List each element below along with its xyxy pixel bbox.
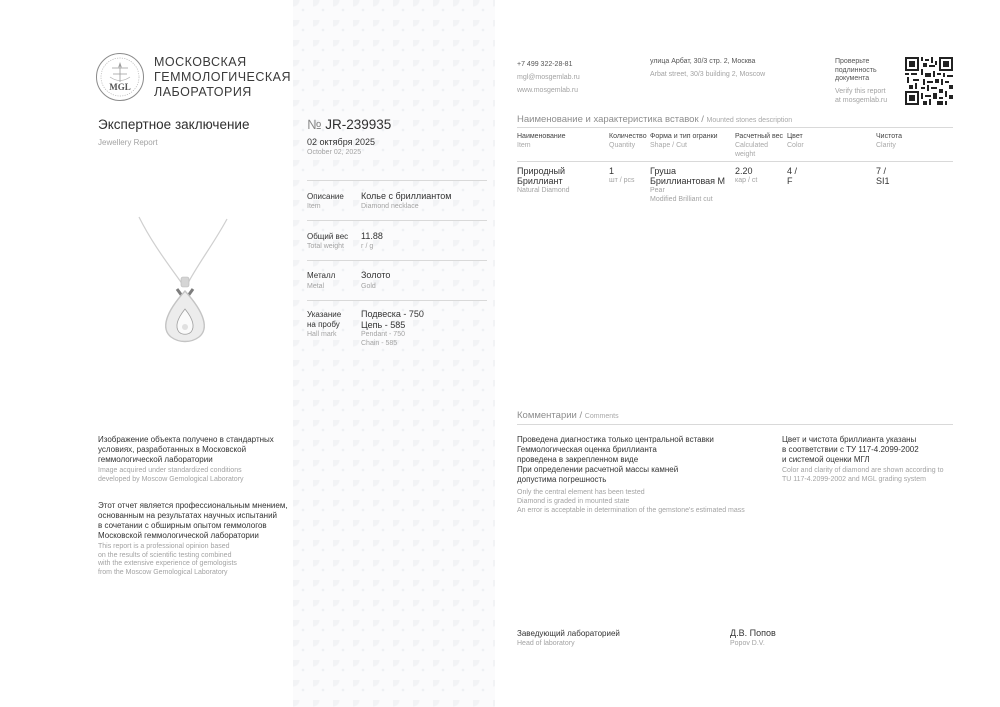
column-header-en: Clarity xyxy=(876,142,896,149)
stone-clarity xyxy=(876,166,890,186)
note-line: on the results of scientific testing combined xyxy=(98,551,232,559)
field-value-metal: Золото xyxy=(361,270,391,280)
column-header-ru: Наименование xyxy=(517,133,566,140)
report-date-en: October 02, 2025 xyxy=(307,149,362,156)
contact-phone: +7 499 322-28-81 xyxy=(517,61,573,68)
field-value-weight: 11.88 xyxy=(361,231,383,241)
comment-line: и системой оценки МГЛ xyxy=(782,455,870,464)
background-pattern xyxy=(293,0,495,707)
image-note-en xyxy=(98,467,244,484)
stone-name-line: Природный xyxy=(517,166,566,176)
field-label-hallmark-en: Hall mark xyxy=(307,331,337,338)
stone-color xyxy=(787,166,797,186)
stone-weight: 2.20 xyxy=(735,166,753,176)
qr-code-icon[interactable] xyxy=(905,57,953,105)
report-title: Экспертное заключение xyxy=(98,117,250,132)
field-value-item-en: Diamond necklace xyxy=(361,203,419,210)
stone-shape-en-line: Modified Brilliant cut xyxy=(650,195,713,203)
stone-shape-line: Бриллиантовая М xyxy=(650,176,726,186)
divider xyxy=(517,127,953,128)
number-prefix: № xyxy=(307,117,322,132)
opinion-note xyxy=(98,501,288,541)
hallmark-value-line: Подвеска - 750 xyxy=(361,309,424,319)
stone-shape-en-line: Pear xyxy=(650,187,665,194)
note-line: with the extensive experience of gemologists xyxy=(98,560,237,567)
comment-line-en: Color and clarity of diamond are shown according to xyxy=(782,467,944,474)
column-header-en: Shape / Cut xyxy=(650,142,687,149)
lab-name-line: ЛАБОРАТОРИЯ xyxy=(154,85,252,99)
signature-name-en: Popov D.V. xyxy=(730,640,765,647)
address-en: Arbat street, 30/3 building 2, Moscow xyxy=(650,71,766,78)
comments-heading-ru: Комментарии / xyxy=(517,410,583,421)
comment-line: Геммологическая оценка бриллианта xyxy=(517,445,657,454)
stone-clarity-line: SI1 xyxy=(876,176,890,186)
verify-note-en xyxy=(835,88,887,105)
signature-name: Д.В. Попов xyxy=(730,628,776,638)
signature-role: Заведующий лабораторией xyxy=(517,629,620,638)
verify-line: at mosgemlab.ru xyxy=(835,96,888,104)
hallmark-label-line: на пробу xyxy=(307,320,340,329)
note-line: геммологической лаборатории xyxy=(98,455,213,464)
note-line: Image acquired under standardized conditions xyxy=(98,467,242,474)
comment-line: проведена в закрепленном виде xyxy=(517,455,639,464)
stone-shape-en xyxy=(650,187,713,204)
note-line: условиях, разработанных в Московской xyxy=(98,445,247,454)
stone-weight-unit: кар / ct xyxy=(735,177,758,184)
contact-email[interactable]: mgl@mosgemlab.ru xyxy=(517,74,580,81)
comment-line: Цвет и чистота бриллианта указаны xyxy=(782,435,917,444)
column-header-ru: Расчетный вес xyxy=(735,133,784,140)
note-line: Московской геммологической лаборатории xyxy=(98,531,259,540)
column-header-en: Quantity xyxy=(609,142,636,149)
field-value-hallmark-en xyxy=(361,331,405,348)
field-label-metal: Металл xyxy=(307,271,336,280)
verify-line: Verify this report xyxy=(835,88,886,95)
lab-name xyxy=(154,55,291,100)
field-value-weight-unit: г / g xyxy=(361,243,374,250)
divider xyxy=(307,300,487,301)
comments-left xyxy=(517,435,714,485)
note-line: developed by Moscow Gemological Laboratory xyxy=(98,475,244,483)
field-value-item: Колье с бриллиантом xyxy=(361,191,452,201)
image-note xyxy=(98,435,274,465)
verify-line: Проверьте xyxy=(835,58,870,65)
field-value-hallmark xyxy=(361,309,424,331)
field-label-weight-en: Total weight xyxy=(307,243,344,250)
column-header-en: Item xyxy=(517,142,531,149)
hallmark-label-line: Указание xyxy=(307,310,342,319)
divider xyxy=(307,180,487,181)
comment-line-en: Only the central element has been tested xyxy=(517,489,645,496)
stones-heading-en: Mounted stones description xyxy=(706,117,793,124)
column-header-en: Color xyxy=(787,142,804,149)
stone-color-line: F xyxy=(787,176,793,186)
divider xyxy=(307,220,487,221)
verify-note xyxy=(835,58,877,84)
signature-role-en: Head of laboratory xyxy=(517,640,575,647)
stone-color-line: 4 / xyxy=(787,166,798,176)
verify-line: документа xyxy=(835,75,870,82)
note-line: в сочетании с обширным опытом геммологов xyxy=(98,521,267,530)
report-number xyxy=(307,117,391,132)
column-header-weight xyxy=(735,132,785,159)
field-label-metal-en: Metal xyxy=(307,283,325,290)
divider xyxy=(307,260,487,261)
address: улица Арбат, 30/3 стр. 2, Москва xyxy=(650,58,756,65)
mgl-seal-logo xyxy=(95,52,145,102)
lab-name-line: ГЕММОЛОГИЧЕСКАЯ xyxy=(154,70,292,84)
field-value-metal-en: Gold xyxy=(361,283,376,290)
number-value: JR-239935 xyxy=(325,117,392,132)
hallmark-value-en-line: Pendant - 750 xyxy=(361,331,405,338)
stone-name-line: Бриллиант xyxy=(517,176,563,186)
opinion-note-en xyxy=(98,543,237,577)
comment-line: Проведена диагностика только центральной вставки xyxy=(517,435,714,444)
note-line: from the Moscow Gemological Laboratory xyxy=(98,568,228,576)
stone-quantity-unit: шт / pcs xyxy=(609,177,635,184)
note-line: Изображение объекта получено в стандартных xyxy=(98,435,274,444)
column-header-en: Calculated weight xyxy=(735,142,769,158)
hallmark-value-en-line: Chain - 585 xyxy=(361,339,398,347)
report-title-en: Jewellery Report xyxy=(98,138,158,147)
stones-heading xyxy=(517,114,792,125)
field-label-weight: Общий вес xyxy=(307,232,349,241)
comment-line-en: Diamond is graded in mounted state xyxy=(517,498,630,505)
comment-line: допустима погрешность xyxy=(517,475,607,484)
stone-clarity-line: 7 / xyxy=(876,166,887,176)
column-header-name xyxy=(517,132,566,150)
column-header-shape xyxy=(650,132,718,150)
comments-right-en xyxy=(782,467,943,484)
comment-line-en: TU 117-4.2099-2002 and MGL grading system xyxy=(782,475,926,483)
column-header-ru: Форма и тип огранки xyxy=(650,133,718,140)
note-line: Этот отчет является профессиональным мнением, xyxy=(98,501,288,510)
verify-line: подлинность xyxy=(835,66,877,74)
lab-name-line: МОСКОВСКАЯ xyxy=(154,55,247,69)
column-header-quantity xyxy=(609,132,647,150)
comments-left-en xyxy=(517,488,745,515)
stones-heading-ru: Наименование и характеристика вставок / xyxy=(517,114,704,125)
hallmark-value-line: Цепь - 585 xyxy=(361,320,406,330)
stone-shape-line: Груша xyxy=(650,166,676,176)
svg-text:MGL: MGL xyxy=(109,82,131,92)
divider xyxy=(517,161,953,162)
field-label-hallmark xyxy=(307,310,341,330)
column-header-clarity xyxy=(876,132,902,150)
contacts xyxy=(517,58,580,97)
comments-heading xyxy=(517,410,619,421)
column-header-color xyxy=(787,132,804,150)
stone-shape xyxy=(650,166,725,186)
divider xyxy=(517,424,953,425)
report-date: 02 октября 2025 xyxy=(307,137,376,147)
necklace-photo xyxy=(135,215,235,350)
comment-line: При определении расчетной массы камней xyxy=(517,465,679,474)
column-header-ru: Количество xyxy=(609,133,647,140)
contact-site[interactable]: www.mosgemlab.ru xyxy=(517,87,579,94)
field-label-item: Описание xyxy=(307,192,344,201)
comments-heading-en: Comments xyxy=(584,413,619,420)
comments-right xyxy=(782,435,919,465)
note-line: This report is a professional opinion based xyxy=(98,543,230,550)
comment-line: в соответствии с ТУ 117-4.2099-2002 xyxy=(782,445,919,454)
field-label-item-en: Item xyxy=(307,203,321,210)
stone-name-en: Natural Diamond xyxy=(517,187,570,194)
stone-quantity: 1 xyxy=(609,166,615,176)
note-line: основанным на результатах научных испытаний xyxy=(98,511,278,520)
comment-line-en: An error is acceptable in determination of the gemstone's estimated mass xyxy=(517,507,745,514)
column-header-ru: Чистота xyxy=(876,133,902,140)
stone-name xyxy=(517,166,565,186)
column-header-ru: Цвет xyxy=(787,133,803,140)
